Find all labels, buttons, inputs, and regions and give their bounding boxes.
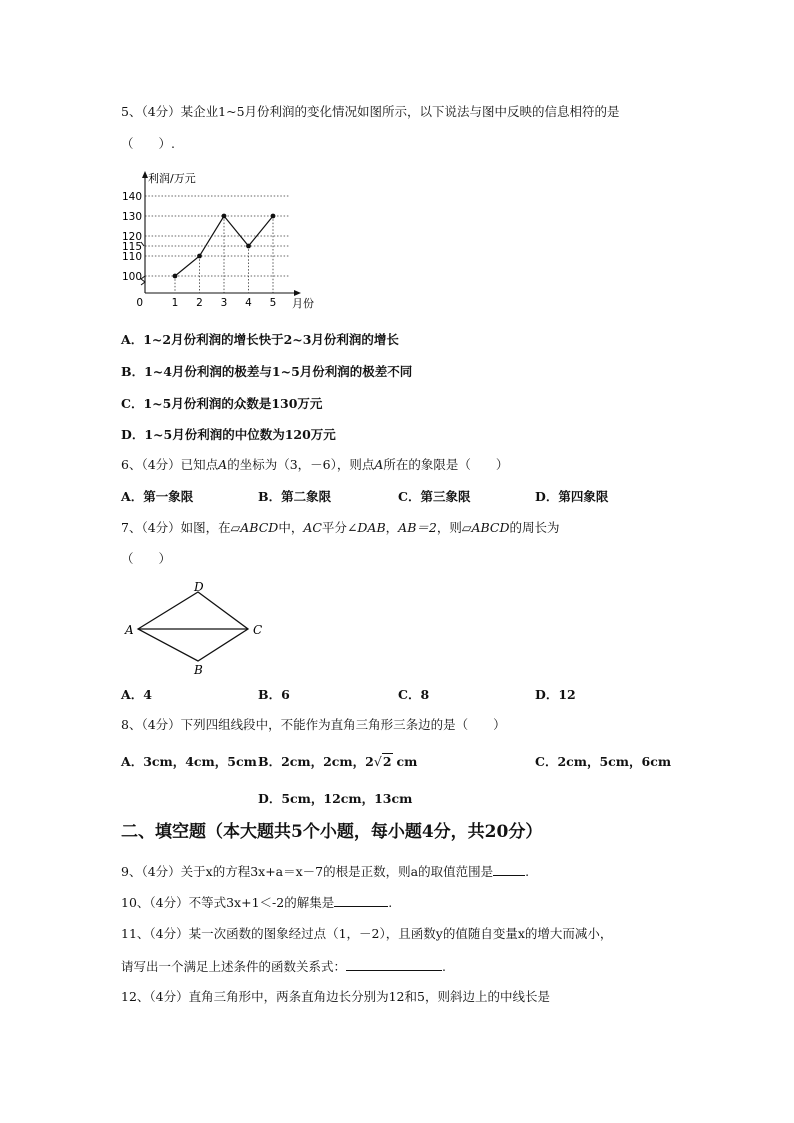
x-tick-label: 5 <box>269 297 277 309</box>
q5-profit-chart <box>118 166 328 314</box>
q10-end: . <box>388 895 393 910</box>
q10-stem <box>121 894 392 911</box>
q5-option-b: B．1~4月份利润的极差与1~5月份利润的极差不同 <box>121 364 413 379</box>
x-axis-label: 月份 <box>292 297 314 310</box>
vertex-label-a: A <box>125 623 134 637</box>
rhombus-outline <box>138 592 248 661</box>
q7-option-b: B．6 <box>258 687 290 702</box>
q6-point-a: A <box>218 457 228 472</box>
x-axis-arrow <box>294 290 301 296</box>
q9-end: . <box>525 864 530 879</box>
q7-text-c: 平分 <box>321 520 347 535</box>
q7-parallelogram-2: ▱ABCD <box>461 520 510 535</box>
q5-stem: 5、（4分）某企业1~5月份利润的变化情况如图所示，以下说法与图中反映的信息相符的是 <box>121 104 620 119</box>
sqrt-symbol: √ <box>373 754 382 769</box>
q7-option-a: A．4 <box>121 687 152 702</box>
q9-stem <box>121 863 529 880</box>
q5-option-d: D．1~5月份利润的中位数为120万元 <box>121 427 336 442</box>
q11-line1: 11、（4分）某一次函数的图象经过点（1，－2），且函数y的值随自变量x的增大而减小， <box>121 926 613 941</box>
q7-segment-ac: AC <box>303 520 322 535</box>
x-tick-label: 1 <box>171 297 179 309</box>
y-axis-label: 利润/万元 <box>148 172 196 185</box>
q8-option-c: C．2cm，5cm，6cm <box>535 754 672 769</box>
q7-text-d: ， <box>385 520 399 535</box>
q9-answer-blank[interactable] <box>493 863 525 876</box>
q7-stem <box>121 520 560 536</box>
q7-text-b: 中， <box>278 520 304 535</box>
q8-option-b-text: B．2cm，2cm，2 <box>258 754 374 769</box>
q8-option-b <box>258 754 417 770</box>
q7-answer-paren: （ ） <box>121 551 172 566</box>
y-tick-label: 120 <box>121 231 142 243</box>
x-tick-label: 3 <box>220 297 228 309</box>
q12-stem: 12、（4分）直角三角形中，两条直角边长分别为12和5，则斜边上的中线长是 <box>121 989 550 1004</box>
q6-stem <box>121 457 508 473</box>
y-tick-label: 130 <box>121 211 142 223</box>
y-tick-label: 110 <box>121 251 142 263</box>
y-tick-label: 115 <box>121 241 142 253</box>
q8-option-a: A．3cm，4cm，5cm <box>121 754 257 769</box>
q6-point-a2: A <box>374 457 384 472</box>
q6-text-a: 6、（4分）已知点 <box>121 457 219 472</box>
q8-option-b-unit: cm <box>396 754 418 769</box>
y-tick-label: 140 <box>121 191 142 203</box>
q10-answer-blank[interactable] <box>334 894 388 907</box>
q7-text-a: 7、（4分）如图，在 <box>121 520 231 535</box>
y-tick-label: 100 <box>121 271 142 283</box>
q7-option-c: C．8 <box>398 687 430 702</box>
q7-option-d: D．12 <box>535 687 576 702</box>
q7-angle-dab: ∠DAB <box>346 520 386 535</box>
data-point <box>173 274 178 279</box>
q7-rhombus-figure <box>120 578 280 678</box>
x-tick-label: 2 <box>196 297 203 309</box>
q11-text: 请写出一个满足上述条件的函数关系式： <box>121 959 347 974</box>
data-point <box>197 254 202 259</box>
q6-text-b: 的坐标为（3，－6），则点 <box>227 457 375 472</box>
data-point <box>271 214 276 219</box>
x-tick-label: 4 <box>245 297 252 309</box>
q5-answer-paren: （ ）. <box>121 136 175 151</box>
section-heading-fill-in: 二、填空题（本大题共5个小题，每小题4分，共20分） <box>121 822 543 842</box>
q10-text: 10、（4分）不等式3x+1＜-2的解集是 <box>121 895 335 910</box>
q6-option-d: D．第四象限 <box>535 489 609 504</box>
q9-text: 9、（4分）关于x的方程3x+a＝x－7的根是正数，则a的取值范围是 <box>121 864 494 879</box>
vertex-label-b: B <box>194 663 203 677</box>
q6-option-c: C．第三象限 <box>398 489 471 504</box>
vertex-label-c: C <box>253 623 263 637</box>
vertex-label-d: D <box>194 580 204 594</box>
data-point <box>246 244 251 249</box>
q11-end: . <box>442 959 446 974</box>
data-point <box>222 214 227 219</box>
q11-answer-blank[interactable] <box>346 958 442 971</box>
q7-text-f: 的周长为 <box>509 520 560 535</box>
q8-option-d: D．5cm，12cm，13cm <box>258 791 413 806</box>
q7-ab-eq: AB＝2 <box>398 520 437 535</box>
origin-label: 0 <box>136 297 143 309</box>
q6-text-c: 所在的象限是（ ） <box>383 457 509 472</box>
q5-option-a: A．1~2月份利润的增长快于2~3月份利润的增长 <box>121 332 399 347</box>
q11-line2 <box>121 958 446 975</box>
q6-option-b: B．第二象限 <box>258 489 332 504</box>
q7-text-e: ，则 <box>436 520 462 535</box>
q8-stem: 8、（4分）下列四组线段中，不能作为直角三角形三条边的是（ ） <box>121 717 506 732</box>
q6-option-a: A．第一象限 <box>121 489 194 504</box>
sqrt-radicand: 2 <box>382 754 392 769</box>
q7-parallelogram: ▱ABCD <box>230 520 279 535</box>
q5-option-c: C．1~5月份利润的众数是130万元 <box>121 396 323 411</box>
